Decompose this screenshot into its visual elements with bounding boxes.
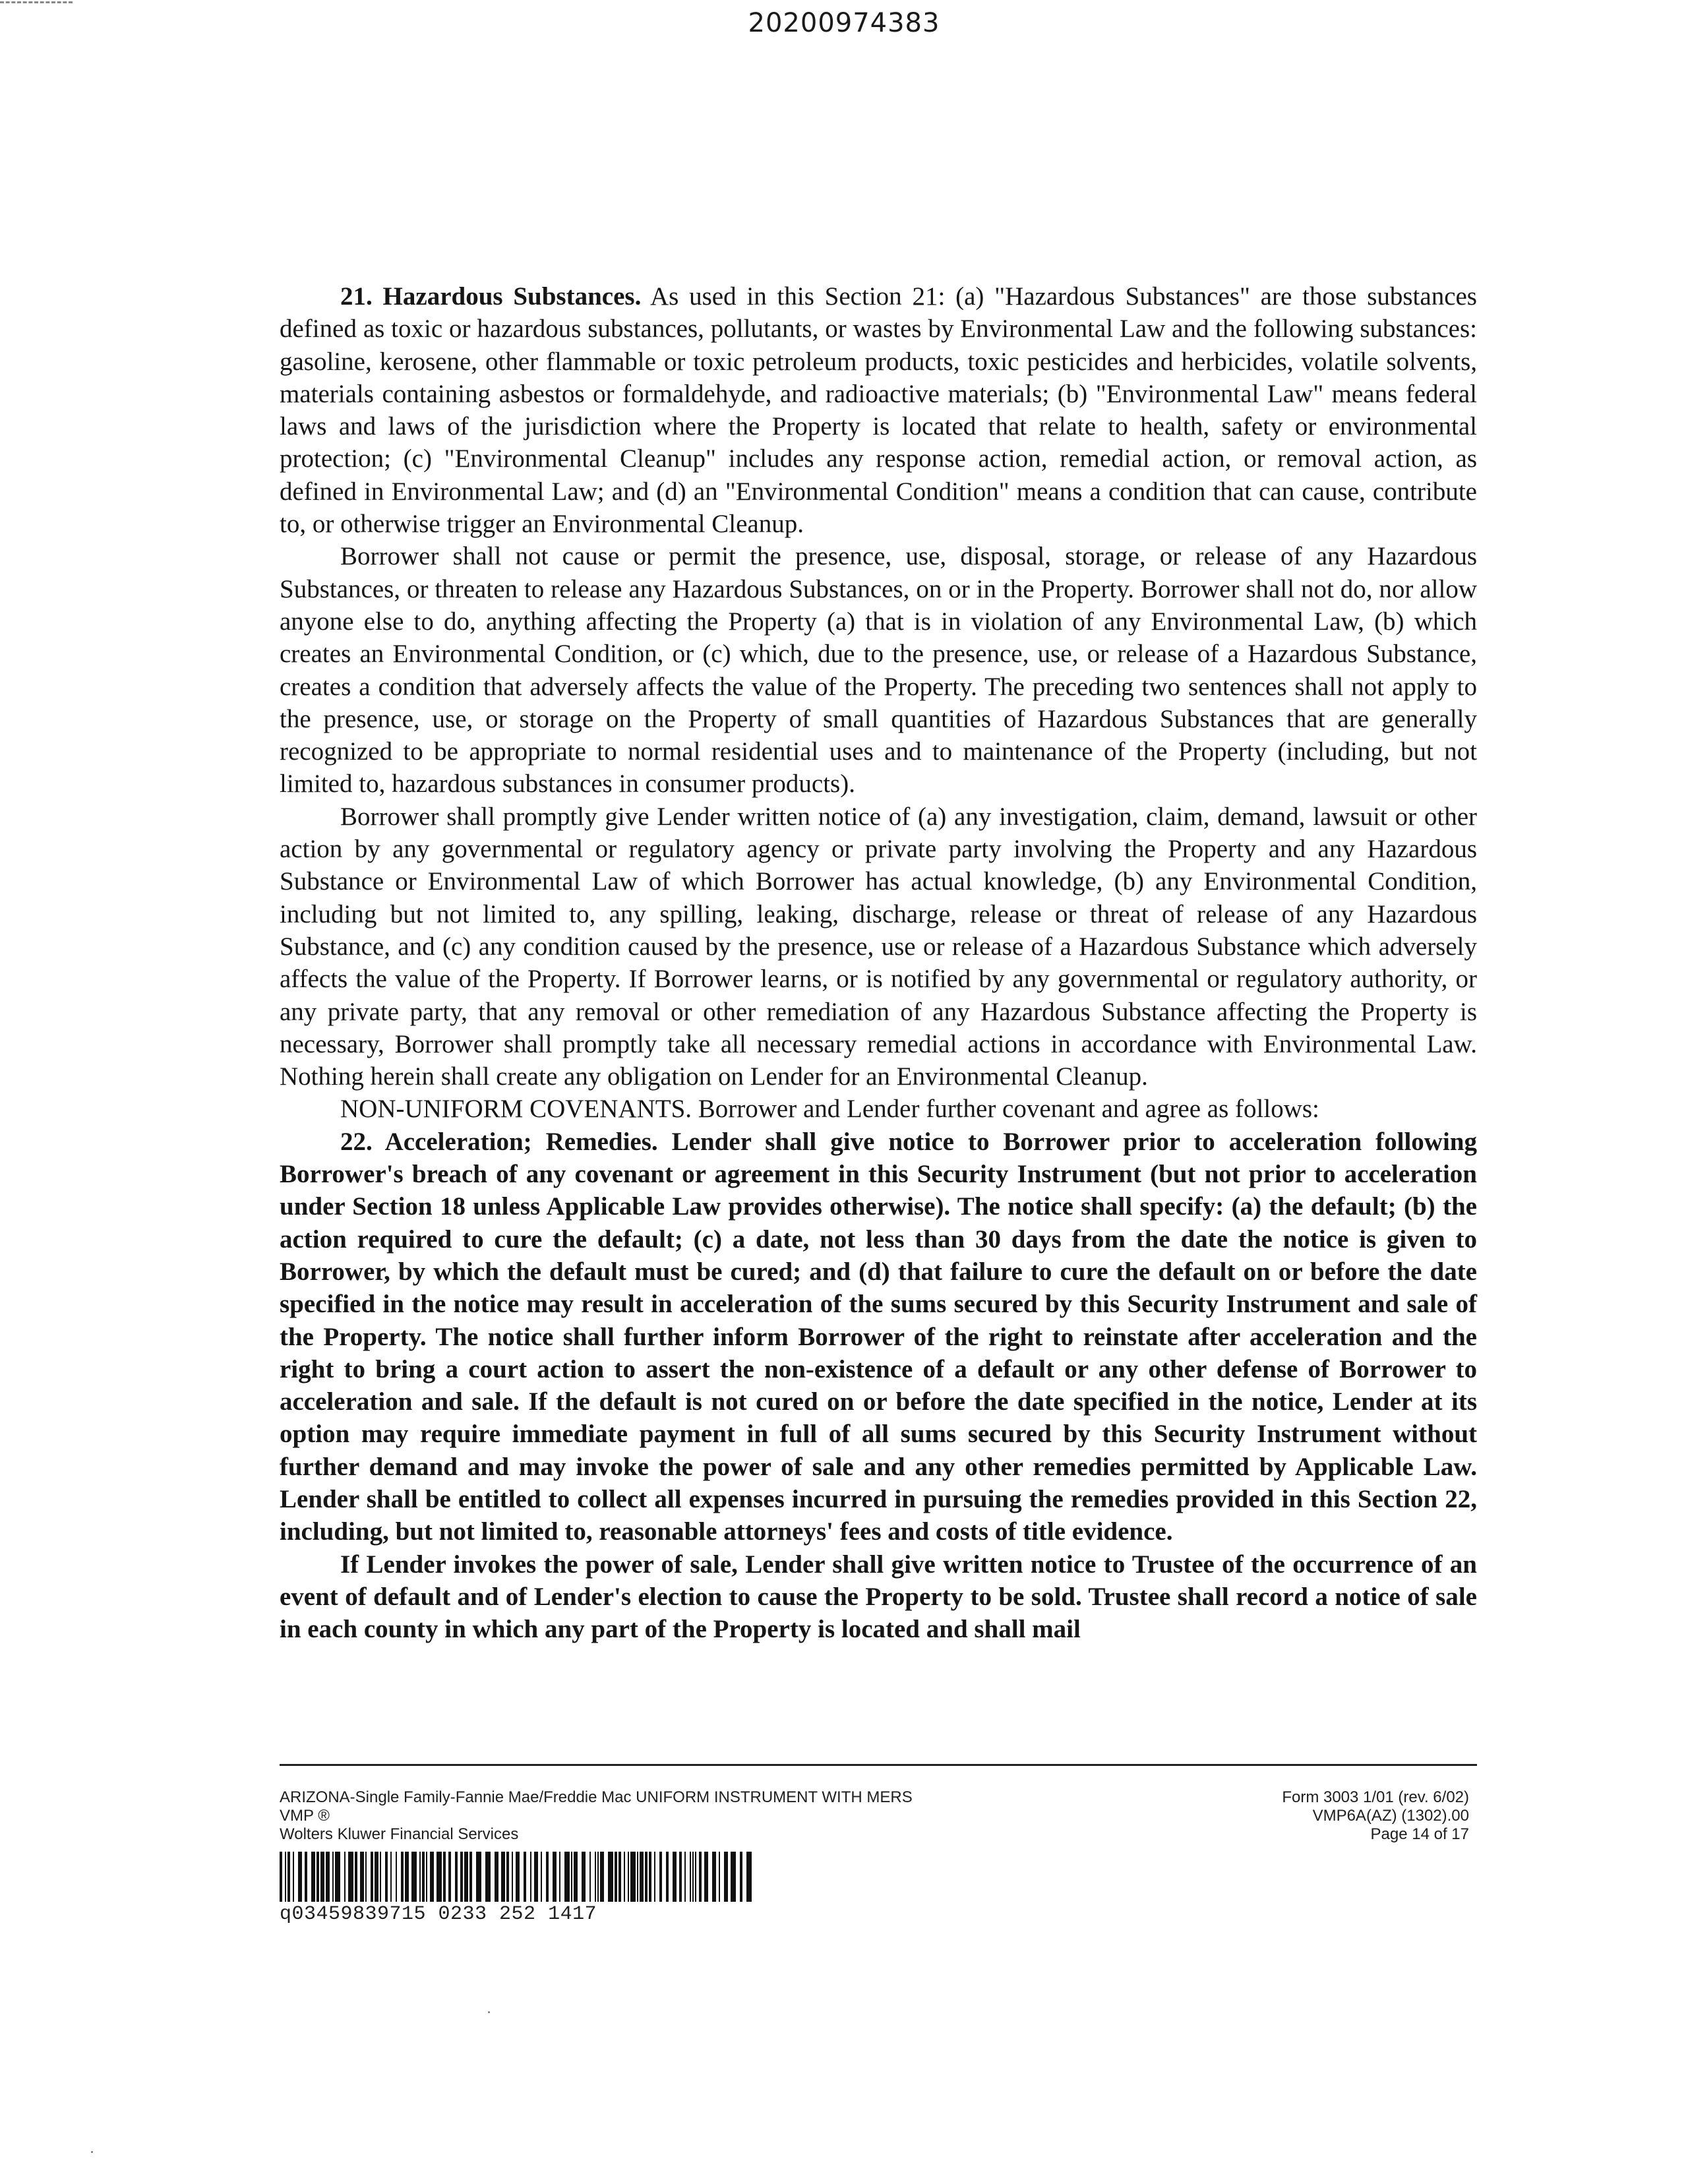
barcode-bar: [320, 1852, 324, 1902]
barcode-bar: [600, 1852, 604, 1902]
barcode-bar: [640, 1852, 644, 1902]
barcode-bar: [375, 1852, 378, 1902]
barcode-bar: [704, 1852, 708, 1902]
barcode-bar: [571, 1852, 572, 1902]
barcode-bar: [695, 1852, 696, 1902]
footer-vmp-code: VMP6A(AZ) (1302).00: [1312, 1807, 1469, 1825]
section-22-paragraph-1: [280, 1126, 1477, 1548]
barcode-bar: [724, 1852, 728, 1902]
barcode-bar: [464, 1852, 468, 1902]
barcode-bar: [469, 1852, 472, 1902]
barcode-bar: [422, 1852, 425, 1902]
barcode-bar: [311, 1852, 315, 1902]
barcode-bar: [335, 1852, 340, 1902]
barcode-bar: [719, 1852, 720, 1902]
barcode-bar: [618, 1852, 621, 1902]
barcode-bar: [448, 1852, 451, 1902]
barcode-bar: [298, 1852, 302, 1902]
barcode-bar: [305, 1852, 307, 1902]
barcode-bar: [287, 1852, 290, 1902]
barcode-bar: [293, 1852, 294, 1902]
barcode-bar: [371, 1852, 373, 1902]
scan-speck: [488, 2011, 490, 2013]
barcode-image: [280, 1852, 752, 1902]
barcode-bar: [437, 1852, 442, 1902]
barcode-bar: [501, 1852, 505, 1902]
footer-instrument-title: ARIZONA-Single Family-Fannie Mae/Freddie Mac UNIFORM INSTRUMENT WITH MERS: [280, 1788, 913, 1806]
barcode-bar: [530, 1852, 531, 1902]
barcode-bar: [731, 1852, 736, 1902]
barcode-bar: [419, 1852, 421, 1902]
barcode-bar: [280, 1852, 282, 1902]
barcode-bar: [506, 1852, 509, 1902]
barcode-bar: [589, 1852, 591, 1902]
barcode-bar: [285, 1852, 286, 1902]
barcode-bar: [645, 1852, 648, 1902]
section-21-paragraph-2: Borrower shall not cause or permit the presence, use, disposal, storage, or release of any Hazardous Substances, or threaten to release any Hazardous Substances, on or in the Property. Borrower shall not do, nor allow anyone else to do, anything affecting the Property (a) that is in violation of any Environmental Law, (b) which creates an Environmental Condition, or (c) which, due to the presence, use, or release of a Hazardous Substance, creates a condition that adversely affects the value of the Property. The preceding two sentences shall not apply to the presence, use, or storage on the Property of small quantities of Hazardous Substances that are generally recognized to be appropriate to normal residential uses and to maintenance of the Property (including, but not limited to, hazardous substances in consumer products).: [280, 542, 1477, 799]
barcode-bar: [679, 1852, 682, 1902]
barcode-bar: [516, 1852, 520, 1902]
barcode-bar: [476, 1852, 481, 1902]
barcode-bar: [512, 1852, 513, 1902]
barcode-bar: [524, 1852, 526, 1902]
section-21-paragraph-3: Borrower shall promptly give Lender written notice of (a) any investigation, claim, demand, lawsuit or other action by any governmental or regulatory agency or private party involving the Property and any Hazardous Substance or Environmental Law of which Borrower has actual knowledge, (b) any Environmental Condition, including but not limited to, any spilling, leaking, discharge, release or threat of release of any Hazardous Substance, and (c) any condition caused by the presence, use or release of a Hazardous Substance which adversely affects the value of the Property. If Borrower learns, or is notified by any governmental or regulatory authority, or any private party, that any removal or other remediation of any Hazardous Substance affecting the Property is necessary, Borrower shall promptly take all necessary remedial actions in accordance with Environmental Law. Nothing herein shall create any obligation on Lender for an Environmental Cleanup.: [280, 802, 1477, 1091]
barcode-bar: [534, 1852, 538, 1902]
barcode-bar: [426, 1852, 427, 1902]
barcode-number: q03459839715 0233 252 1417: [280, 1903, 597, 1926]
barcode-bar: [360, 1852, 364, 1902]
barcode-bar: [654, 1852, 655, 1902]
section-22-text-1: Lender shall give notice to Borrower prior to acceleration following Borrower's breach of any covenant or agreement in this Security Instrument (but not prior to acceleration under Section 18 unless Applicable Law provides otherwise). The notice shall specify: (a) the default; (b) the action required to cure the default; (c) a date, not less than 30 days from the date the notice is given to Borrower, by which the default must be cured; and (d) that failure to cure the default on or before the date specified in the notice may result in acceleration of the sums secured by this Security Instrument and sale of the Property. The notice shall further inform Borrower of the right to reinstate after acceleration and the right to bring a court action to assert the non-existence of a default or any other defense of Borrower to acceleration and sale. If the default is not cured on or before the date specified in the notice, Lender at its option may require immediate payment in full of all sums secured by this Security Instrument without further demand and may invoke the power of sale and any other remedies permitted by Applicable Law. Lender shall be entitled to collect all expenses incurred in pursuing the remedies provided in this Section 22, including, but not limited to, reasonable attorneys' fees and costs of title evidence.: [280, 1127, 1477, 1546]
barcode-bar: [684, 1852, 686, 1902]
barcode-bar: [405, 1852, 409, 1902]
barcode-bar: [574, 1852, 578, 1902]
barcode-bar: [546, 1852, 549, 1902]
barcode-bar: [385, 1852, 388, 1902]
barcode-bar: [746, 1852, 752, 1902]
barcode-bar: [699, 1852, 702, 1902]
footer-form-revision: Form 3003 1/01 (rev. 6/02): [1282, 1788, 1469, 1806]
barcode-bar: [564, 1852, 570, 1902]
barcode-bar: [326, 1852, 330, 1902]
barcode-bar: [411, 1852, 417, 1902]
barcode-bar: [495, 1852, 498, 1902]
barcode-bar: [659, 1852, 662, 1902]
recording-number: 20200974383: [748, 8, 940, 38]
non-uniform-covenants-paragraph: NON-UNIFORM COVENANTS. Borrower and Lender further covenant and agree as follows:: [340, 1095, 1319, 1124]
barcode-bar: [559, 1852, 560, 1902]
section-22-number: 22.: [340, 1127, 373, 1156]
barcode-bar: [355, 1852, 357, 1902]
barcode-bar: [637, 1852, 638, 1902]
barcode-bar: [344, 1852, 346, 1902]
footer-divider: [280, 1764, 1477, 1766]
section-21-heading: Hazardous Substances.: [382, 282, 642, 311]
barcode-bar: [582, 1852, 586, 1902]
barcode-bar: [365, 1852, 367, 1902]
barcode-bar: [673, 1852, 677, 1902]
barcode-bar: [630, 1852, 636, 1902]
barcode-bar: [553, 1852, 557, 1902]
barcode-bar: [597, 1852, 599, 1902]
footer-form-info: [280, 1788, 1071, 1844]
document-body: [280, 280, 1477, 1645]
barcode-bar: [740, 1852, 742, 1902]
barcode-bar: [332, 1852, 334, 1902]
barcode-bar: [692, 1852, 694, 1902]
barcode-bar: [608, 1852, 613, 1902]
scan-speck: [91, 2151, 93, 2153]
barcode-bar: [485, 1852, 491, 1902]
barcode-bar: [396, 1852, 397, 1902]
barcode-bar: [430, 1852, 434, 1902]
barcode-bar: [348, 1852, 353, 1902]
footer-vmp-mark: VMP ®: [280, 1807, 330, 1825]
footer-publisher: Wolters Kluwer Financial Services: [280, 1825, 519, 1843]
scan-corner-mark: [0, 1, 73, 6]
barcode-bar: [455, 1852, 458, 1902]
barcode-bar: [541, 1852, 542, 1902]
barcode-bar: [401, 1852, 404, 1902]
barcode-bar: [615, 1852, 617, 1902]
section-21-paragraph-1: [280, 280, 1477, 540]
barcode-bar: [666, 1852, 669, 1902]
barcode-bar: [624, 1852, 625, 1902]
barcode-bar: [380, 1852, 381, 1902]
footer-page-number: Page 14 of 17: [1370, 1825, 1469, 1843]
barcode-bar: [595, 1852, 596, 1902]
barcode-bar: [390, 1852, 392, 1902]
barcode-bar: [316, 1852, 319, 1902]
barcode-bar: [460, 1852, 463, 1902]
barcode-bar: [443, 1852, 446, 1902]
section-21-number: 21.: [340, 282, 373, 311]
barcode-bar: [690, 1852, 691, 1902]
barcode-bar: [628, 1852, 629, 1902]
section-22-paragraph-2: If Lender invokes the power of sale, Lender shall give written notice to Trustee of the occurrence of an event of default and of Lender's election to cause the Property to be sold. Trustee shall record a notice of sale in each county in which any part of the Property is located and shall mail: [280, 1550, 1477, 1644]
barcode-bar: [649, 1852, 651, 1902]
section-21-text-1: As used in this Section 21: (a) "Hazardous Substances" are those substances defined as toxic or hazardous substances, pollutants, or wastes by Environmental Law and the following substances: gasoline, kerosene, other flammable or toxic petroleum products, toxic pesticides and herbicides, volatile solvents, materials containing asbestos or formaldehyde, and radioactive materials; (b) "Environmental Law" means federal laws and laws of the jurisdiction where the Property is located that relate to health, safety or environmental protection; (c) "Environmental Cleanup" includes any response action, remedial action, or removal action, as defined in Environmental Law; and (d) an "Environmental Condition" means a condition that can cause, contribute to, or otherwise trigger an Environmental Cleanup.: [280, 282, 1477, 539]
barcode-bar: [712, 1852, 716, 1902]
section-22-heading: Acceleration; Remedies.: [384, 1127, 658, 1156]
footer-form-number: [1121, 1788, 1469, 1844]
